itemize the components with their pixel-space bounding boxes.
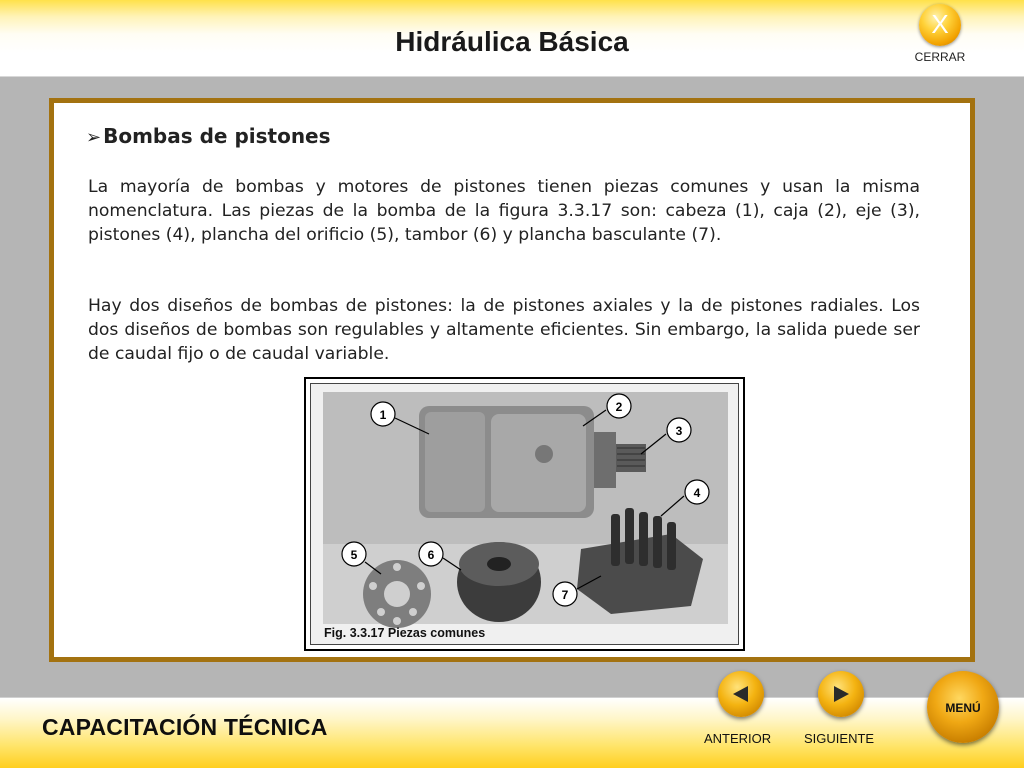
triangle-right-icon: [830, 683, 852, 705]
menu-label: MENÚ: [945, 701, 981, 715]
next-label[interactable]: SIGUIENTE: [804, 731, 875, 746]
next-button[interactable]: [818, 671, 864, 717]
svg-text:2: 2: [615, 400, 623, 414]
svg-text:6: 6: [427, 548, 435, 562]
close-button[interactable]: [919, 4, 961, 46]
previous-button[interactable]: [718, 671, 764, 717]
svg-text:7: 7: [561, 588, 569, 602]
svg-text:1: 1: [379, 408, 387, 422]
menu-button[interactable]: [927, 671, 999, 743]
figure-frame: [304, 377, 745, 651]
section-heading: [86, 124, 331, 148]
previous-label[interactable]: ANTERIOR: [704, 731, 772, 746]
close-icon: X: [931, 9, 949, 39]
close-label[interactable]: CERRAR: [914, 50, 966, 64]
brand-title: CAPACITACIÓN TÉCNICA: [42, 714, 328, 740]
pump-parts-illustration: [311, 384, 740, 646]
svg-text:5: 5: [350, 548, 358, 562]
section-heading-text: Bombas de pistones: [103, 124, 331, 148]
triangle-left-icon: [730, 683, 752, 705]
figure-caption: Fig. 3.3.17 Piezas comunes: [324, 626, 486, 640]
svg-text:3: 3: [675, 424, 683, 438]
page-title: Hidráulica Básica: [395, 26, 629, 57]
pump-parts-photo: [310, 383, 739, 645]
bullet-arrow-icon: ➢: [86, 127, 102, 148]
paragraph-parts: La mayoría de bombas y motores de pistones tienen piezas comunes y usan la misma nomenclatura. Las piezas de la bomba de la figura 3.3.17 son: cabeza (1), caja (2), eje (3), pistones (4), plancha del orificio (5), tambor (6) y plancha basculante (7).: [88, 177, 920, 245]
paragraph-designs: Hay dos diseños de bombas de pistones: la de pistones axiales y la de pistones radiales. Los dos diseños de bombas son regulables y altamente eficientes. Sin embargo, la salida puede ser de caudal fijo o de caudal variable.: [88, 296, 920, 364]
svg-text:4: 4: [693, 486, 701, 500]
